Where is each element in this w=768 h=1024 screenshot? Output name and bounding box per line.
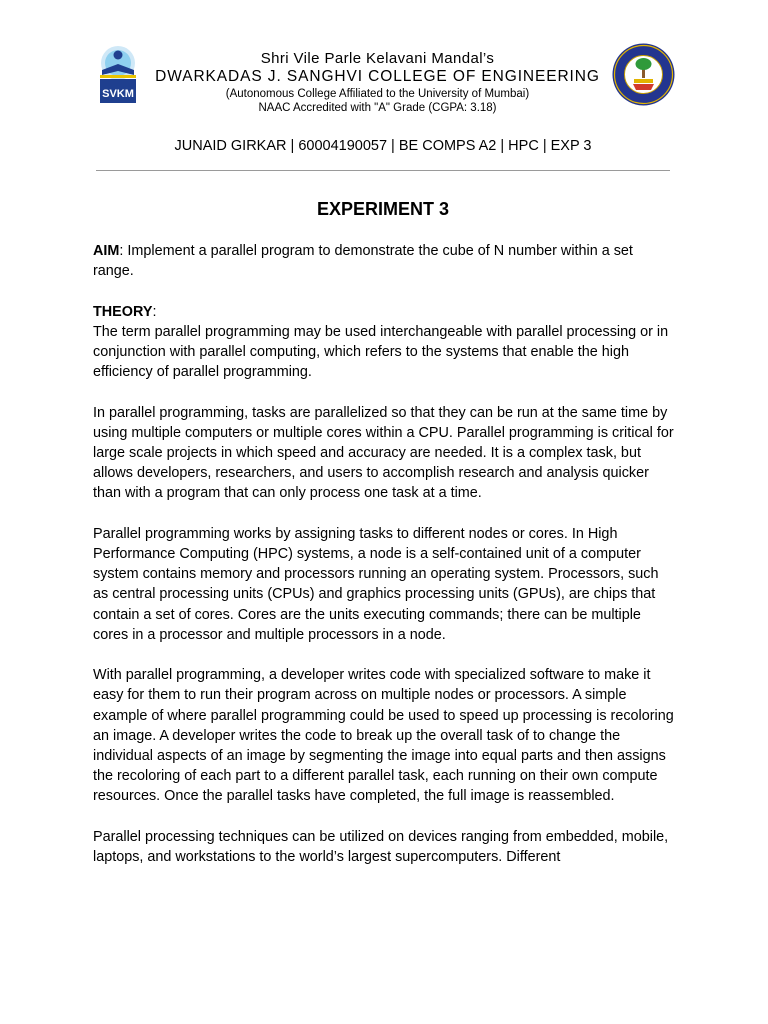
theory-intro: The term parallel programming may be used interchangeable with parallel processing or in conjunction with parallel computing, which refers to the systems that enable the high efficiency of parallel programming. [93,323,669,381]
header-divider [96,170,670,171]
document-body [93,241,675,887]
theory-paragraph [93,302,675,383]
experiment-title: EXPERIMENT 3 [316,199,450,219]
svg-text:SVKM: SVKM [102,88,134,100]
body-paragraph: Parallel programming works by assigning tasks to different nodes or cores. In High Performance Computing (HPC) systems, a node is a self-contained unit of a computer system contains memory and processors running an operating system. Processors, such as central processing units (CPUs) and graphics processing units (GPUs), are chips that contain a set of cores. Cores are the units executing commands; there can be multiple cores in a processor and multiple processors in a node. [93,525,659,643]
svkm-logo [94,44,142,106]
trust-name: Shri Vile Parle Kelavani Mandal’s [260,50,495,67]
college-seal-logo [611,42,676,107]
theory-label: THEORY [93,303,153,320]
aim-paragraph [93,241,675,281]
aim-label: AIM [93,243,120,259]
body-paragraph: With parallel programming, a developer writes code with specialized software to make it easy for them to run their program across on multiple nodes or processors. A simple example of where parallel programming could be used to speed up processing is recoloring an image. A developer writes the code to break up the overall task of to change the individual aspects of an image by segmenting the image into equal parts and then assigns the recoloring of each part to a different parallel task, each running on their own compute resources. Once the parallel tasks have completed, the full image is reassembled. [93,667,674,805]
college-affiliation: (Autonomous College Affiliated to the University of Mumbai) [225,88,530,100]
student-info-line: JUNAID GIRKAR | 60004190057 | BE COMPS A2 | HPC | EXP 3 [174,138,592,154]
theory-colon: : [152,303,157,320]
naac-accreditation: NAAC Accredited with "A" Grade (CGPA: 3.18) [258,102,497,114]
body-paragraph: Parallel processing techniques can be utilized on devices ranging from embedded, mobile, laptops, and workstations to the world’s largest supercomputers. Different [93,828,669,866]
college-name: DWARKADAS J. SANGHVI COLLEGE OF ENGINEERING [155,68,600,85]
body-paragraph: In parallel programming, tasks are parallelized so that they can be run at the same time by using multiple computers or multiple cores within a CPU. Parallel programming is critical for large scale projects in which speed and accuracy are needed. It is a complex task, but allows developers, researchers, and users to accomplish research and analysis quicker than with a program that can only process one task at a time. [93,404,674,502]
aim-text: : Implement a parallel program to demonstrate the cube of N number within a set range. [93,243,633,280]
